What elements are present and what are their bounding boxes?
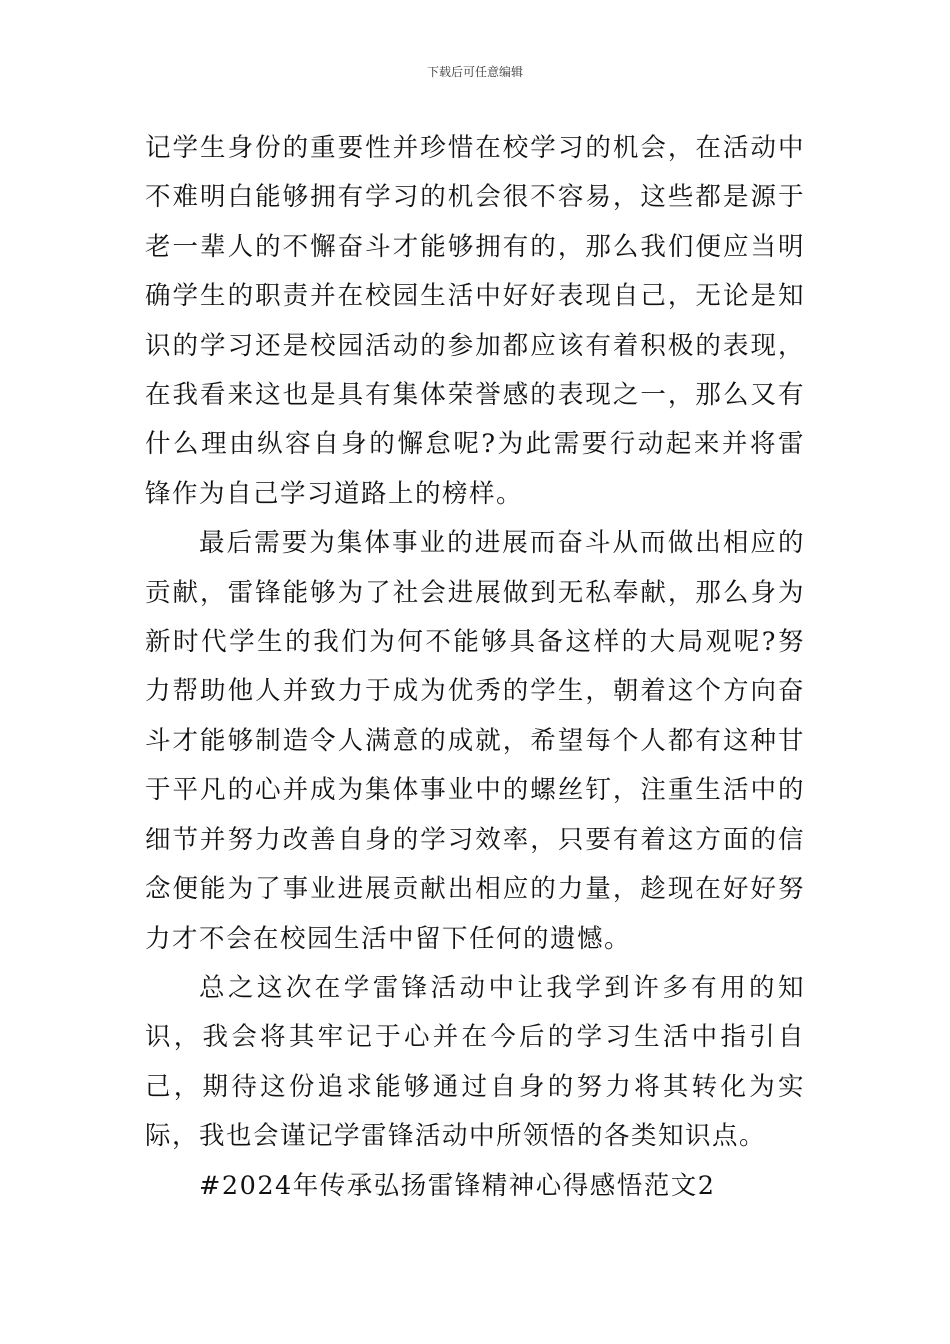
document-body bbox=[145, 124, 805, 1211]
paragraph-3: 总之这次在学雷锋活动中让我学到许多有用的知识，我会将其牢记于心并在今后的学习生活中指引自己，期待这份追求能够通过自身的努力将其转化为实际，我也会谨记学雷锋活动中所领悟的各类知识点。 bbox=[145, 972, 805, 1152]
paragraph-2: 最后需要为集体事业的进展而奋斗从而做出相应的贡献，雷锋能够为了社会进展做到无私奉献，那么身为新时代学生的我们为何不能够具备这样的大局观呢?努力帮助他人并致力于成为优秀的学生，朝着这个方向奋斗才能够制造令人满意的成就，希望每个人都有这种甘于平凡的心并成为集体事业中的螺丝钉，注重生活中的细节并努力改善自身的学习效率，只要有着这方面的信念便能为了事业进展贡献出相应的力量，趁现在好好努力才不会在校园生活中留下任何的遗憾。 bbox=[145, 528, 805, 954]
paragraph-1: 记学生身份的重要性并珍惜在校学习的机会，在活动中不难明白能够拥有学习的机会很不容易，这些都是源于老一辈人的不懈奋斗才能够拥有的，那么我们便应当明确学生的职责并在校园生活中好好表现自己，无论是知识的学习还是校园活动的参加都应该有着积极的表现，在我看来这也是具有集体荣誉感的表现之一，那么又有什么理由纵容自身的懈怠呢?为此需要行动起来并将雷锋作为自己学习道路上的榜样。 bbox=[145, 133, 805, 509]
section-heading: #2024年传承弘扬雷锋精神心得感悟范文2 bbox=[199, 1170, 716, 1201]
page-header: 下载后可任意编辑 bbox=[426, 65, 523, 79]
